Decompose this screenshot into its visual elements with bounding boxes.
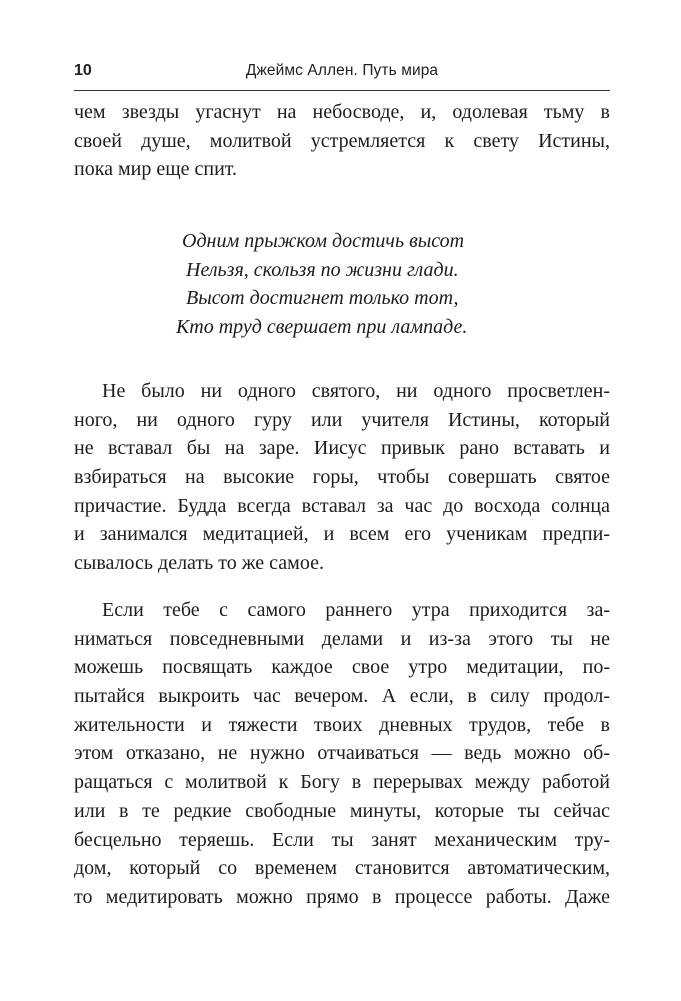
text-line: Не было ни одного святого, ни одного просветлен- xyxy=(102,380,610,402)
header-rule xyxy=(74,90,610,91)
paragraph-saints xyxy=(74,377,610,578)
poem-line: Высот достигнет только тот, xyxy=(186,287,459,310)
poem-line: Нельзя, скользя по жизни глади. xyxy=(186,258,459,281)
text-line: можешь посвящать каждое свое утро медитации, по- xyxy=(74,656,610,679)
text-line: и занимался медитацией, и всем его ученикам предпи- xyxy=(74,523,610,546)
text-line: своей душе, молитвой устремляется к свету Истины, xyxy=(74,129,610,152)
page-number: 10 xyxy=(74,62,92,79)
text-line: причастие. Будда всегда вставал за час до восхода солнца xyxy=(74,494,610,517)
poem-line: Одним прыжком достичь высот xyxy=(182,230,465,252)
text-line: ного, ни одного гуру или учителя Истины, который xyxy=(74,408,610,431)
text-line: бесцельно теряешь. Если ты занят механическим тру- xyxy=(74,828,610,851)
text-line: взбираться на высокие горы, чтобы совершать святое xyxy=(74,466,610,489)
text-line: ниматься повседневными делами и из-за этого ты не xyxy=(74,627,610,650)
text-line: ращаться с молитвой к Богу в перерывах между работой xyxy=(74,771,610,794)
text-line: дом, который со временем становится автоматическим, xyxy=(74,857,610,880)
text-line: Если тебе с самого раннего утра приходится за- xyxy=(102,599,610,621)
running-title: Джеймс Аллен. Путь мира xyxy=(245,62,439,79)
text-line: пока мир еще спит. xyxy=(74,158,238,181)
running-head xyxy=(74,62,610,86)
text-line: сывалось делать то же самое. xyxy=(74,552,324,575)
poem-stanza xyxy=(74,227,610,342)
text-line: то медитировать можно прямо в процессе работы. Даже xyxy=(74,885,610,908)
text-line: этом отказано, не нужно отчаиваться — ведь можно об- xyxy=(74,742,610,765)
paragraph-meditation xyxy=(74,596,610,912)
text-line: чем звезды угаснут на небосводе, и, одолевая тьму в xyxy=(74,101,610,123)
text-line: пытайся выкроить час вечером. А если, в силу продол- xyxy=(74,685,610,708)
paragraph-continued xyxy=(74,98,610,184)
text-line: жительности и тяжести твоих дневных трудов, тебе в xyxy=(74,713,610,736)
text-line: или в те редкие свободные минуты, которые ты сейчас xyxy=(74,799,610,822)
text-line: не вставал бы на заре. Иисус привык рано вставать и xyxy=(74,437,610,460)
poem-line: Кто труд свершает при лампаде. xyxy=(176,316,468,339)
